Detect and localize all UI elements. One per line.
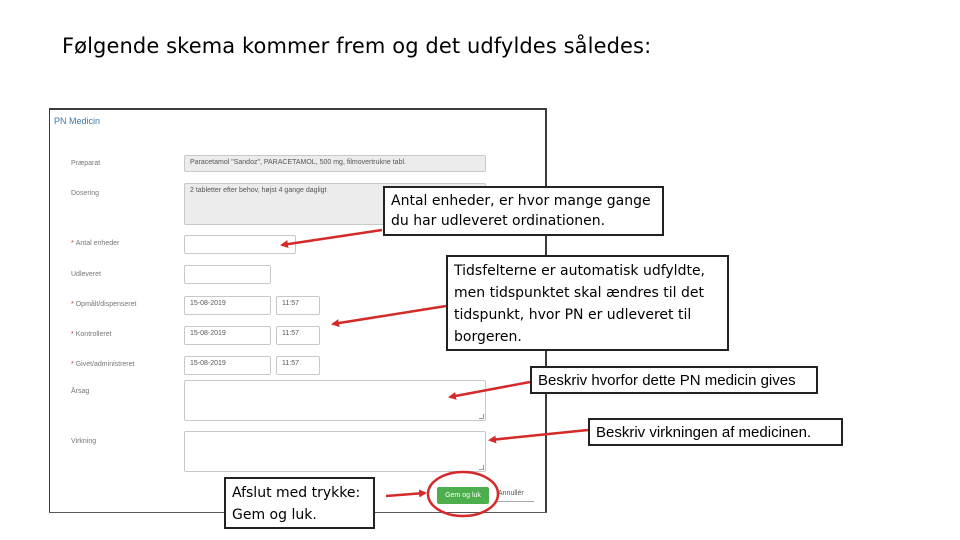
save-and-close-button[interactable]: Gem og luk (437, 487, 489, 504)
antal-enheder-label: * Antal enheder (71, 240, 120, 247)
givet-label: * Givet/administreret (71, 361, 135, 368)
antal-enheder-input[interactable] (184, 235, 296, 254)
dosering-field: 2 tabletter efter behov, højst 4 gange dagligt (184, 183, 486, 225)
resize-grip-icon[interactable] (479, 465, 484, 470)
opmaalt-label: * Opmålt/dispenseret (71, 301, 137, 308)
callout-aarsag: Beskriv hvorfor dette PN medicin gives (530, 366, 818, 394)
praeparat-label: Præparat (71, 160, 101, 167)
virkning-textarea[interactable] (184, 431, 486, 472)
resize-grip-icon[interactable] (479, 414, 484, 419)
kontrolleret-label: * Kontrolleret (71, 331, 112, 338)
aarsag-label: Årsag (71, 388, 90, 395)
givet-date-input[interactable]: 15-08-2019 (184, 356, 271, 375)
udleveret-label: Udleveret (71, 271, 101, 278)
aarsag-textarea[interactable] (184, 380, 486, 421)
callout-antal-enheder: Antal enheder, er hvor mange gange du har udleveret ordinationen. (383, 186, 664, 236)
callout-virkning: Beskriv virkningen af medicinen. (588, 418, 843, 446)
dosering-label: Dosering (71, 190, 100, 197)
opmaalt-time-input[interactable]: 11:57 (276, 296, 320, 315)
praeparat-field: Paracetamol "Sandoz", PARACETAMOL, 500 mg, filmovertrukne tabl. (184, 155, 486, 172)
form-title: PN Medicin (54, 116, 101, 126)
virkning-label: Virkning (71, 438, 97, 445)
kontrolleret-date-input[interactable]: 15-08-2019 (184, 326, 271, 345)
cancel-button[interactable]: Annullér (498, 490, 524, 497)
kontrolleret-time-input[interactable]: 11:57 (276, 326, 320, 345)
callout-tidsfelter: Tidsfelterne er automatisk udfyldte, men tidspunktet skal ændres til det tidspunkt, hvor PN er udleveret til borgeren. (446, 255, 729, 351)
opmaalt-date-input[interactable]: 15-08-2019 (184, 296, 271, 315)
slide-title: Følgende skema kommer frem og det udfyldes således: (62, 34, 652, 58)
udleveret-input[interactable] (184, 265, 271, 284)
givet-time-input[interactable]: 11:57 (276, 356, 320, 375)
callout-afslut: Afslut med trykke: Gem og luk. (224, 477, 375, 529)
